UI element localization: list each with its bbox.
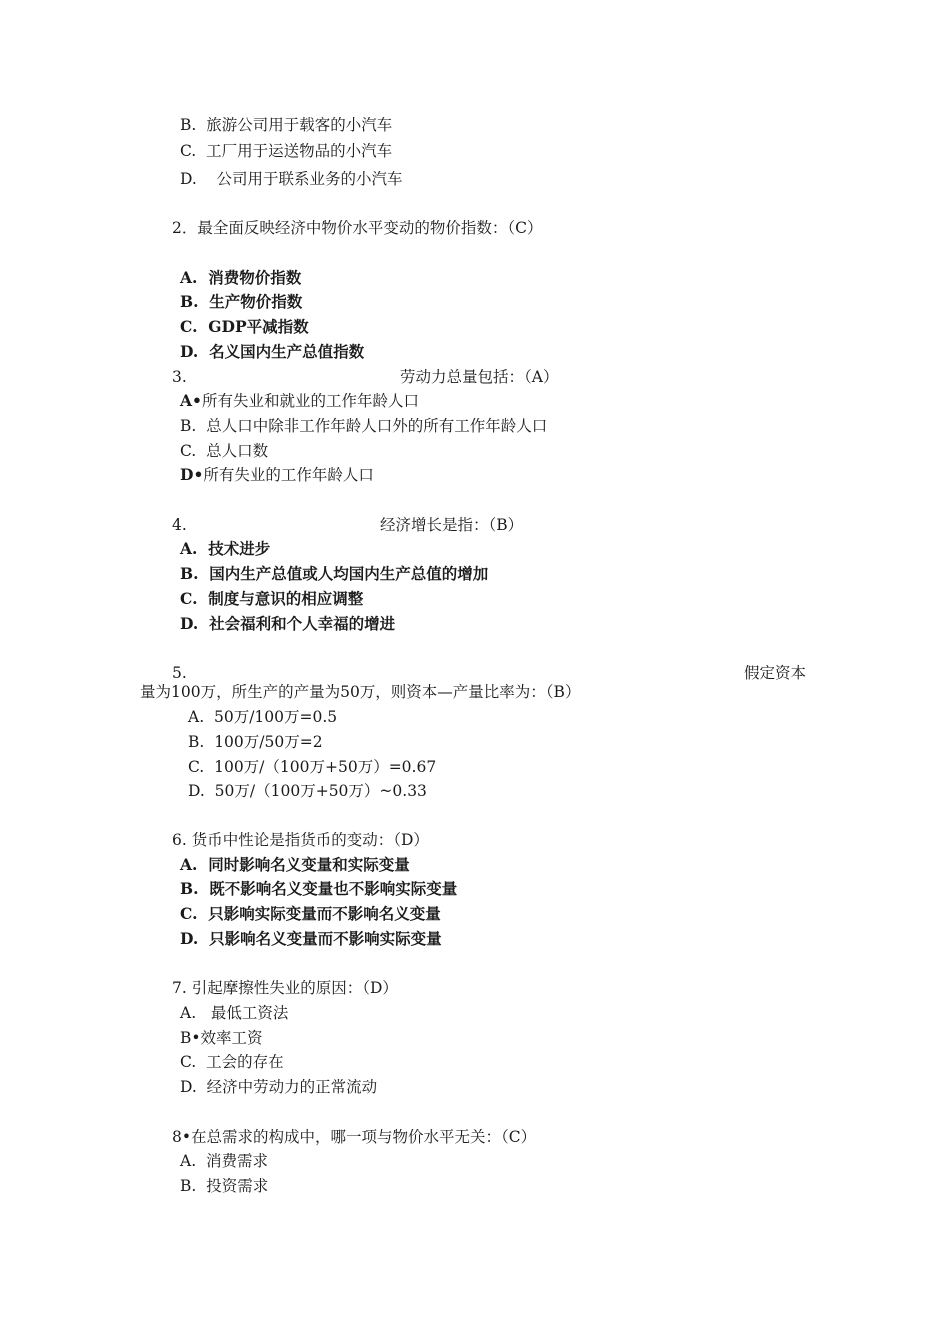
question-6: 6. 货币中性论是指货币的变动：（D）	[172, 831, 429, 849]
option-a-q4: A. 技术进步	[180, 539, 271, 558]
option-b-q4: B. 国内生产总值或人均国内生产总值的增加	[180, 564, 489, 583]
option-b-q3: B. 总人口中除非工作年龄人口外的所有工作年龄人口	[180, 417, 548, 435]
option-d-q5: D. 50万/（100万+50万）~0.33	[188, 782, 427, 800]
option-a-q6: A. 同时影响名义变量和实际变量	[180, 855, 410, 874]
option-a-q5: A. 50万/100万=0.5	[188, 708, 338, 726]
question-3-number: 3.	[172, 368, 187, 386]
option-a-q2: A. 消费物价指数	[180, 268, 302, 287]
option-b-q8: B. 投资需求	[180, 1177, 269, 1195]
question-8: 8•在总需求的构成中，哪一项与物价水平无关：（C）	[172, 1128, 537, 1146]
question-5-body: 量为100万，所生产的产量为50万，则资本—产量比率为：（B）	[140, 683, 581, 701]
option-c-q3: C. 总人口数	[180, 442, 269, 460]
option-d-q7: D. 经济中劳动力的正常流动	[180, 1078, 378, 1096]
question-7: 7. 引起摩擦性失业的原因：（D）	[172, 979, 398, 997]
option-c-q7: C. 工会的存在	[180, 1053, 284, 1071]
option-b-q2: B. 生产物价指数	[180, 292, 303, 311]
option-b-q7: B•效率工资	[180, 1029, 263, 1047]
option-b-q1: B. 旅游公司用于载客的小汽车	[180, 116, 393, 134]
option-d-q3: D•所有失业的工作年龄人口	[180, 465, 374, 484]
option-d-q2: D. 名义国内生产总值指数	[180, 342, 365, 361]
option-a-q8: A. 消费需求	[180, 1152, 268, 1170]
option-c-q2: C. GDP平减指数	[180, 317, 309, 336]
option-c-q4: C. 制度与意识的相应调整	[180, 589, 364, 608]
option-b-q6: B. 既不影响名义变量也不影响实际变量	[180, 879, 458, 898]
option-c-q5: C. 100万/（100万+50万）=0.67	[188, 758, 437, 776]
option-d-q4: D. 社会福利和个人幸福的增进	[180, 614, 396, 633]
option-a-q7: A. 最低工资法	[180, 1004, 289, 1022]
option-c-q6: C. 只影响实际变量而不影响名义变量	[180, 904, 441, 923]
question-5-number: 5.	[172, 664, 187, 682]
option-c-q1: C. 工厂用于运送物品的小汽车	[180, 142, 393, 160]
option-d-q6: D. 只影响名义变量而不影响实际变量	[180, 929, 442, 948]
option-d-q1: D. 公司用于联系业务的小汽车	[180, 170, 403, 188]
question-3: 劳动力总量包括：（A）	[400, 368, 559, 386]
question-4: 经济增长是指：（B）	[380, 516, 524, 534]
question-5-head: 假定资本	[744, 664, 807, 682]
option-a-q3: A•所有失业和就业的工作年龄人口	[180, 391, 419, 410]
question-2: 2．最全面反映经济中物价水平变动的物价指数：（C）	[172, 219, 543, 237]
option-b-q5: B. 100万/50万=2	[188, 733, 323, 751]
question-4-number: 4.	[172, 516, 187, 534]
